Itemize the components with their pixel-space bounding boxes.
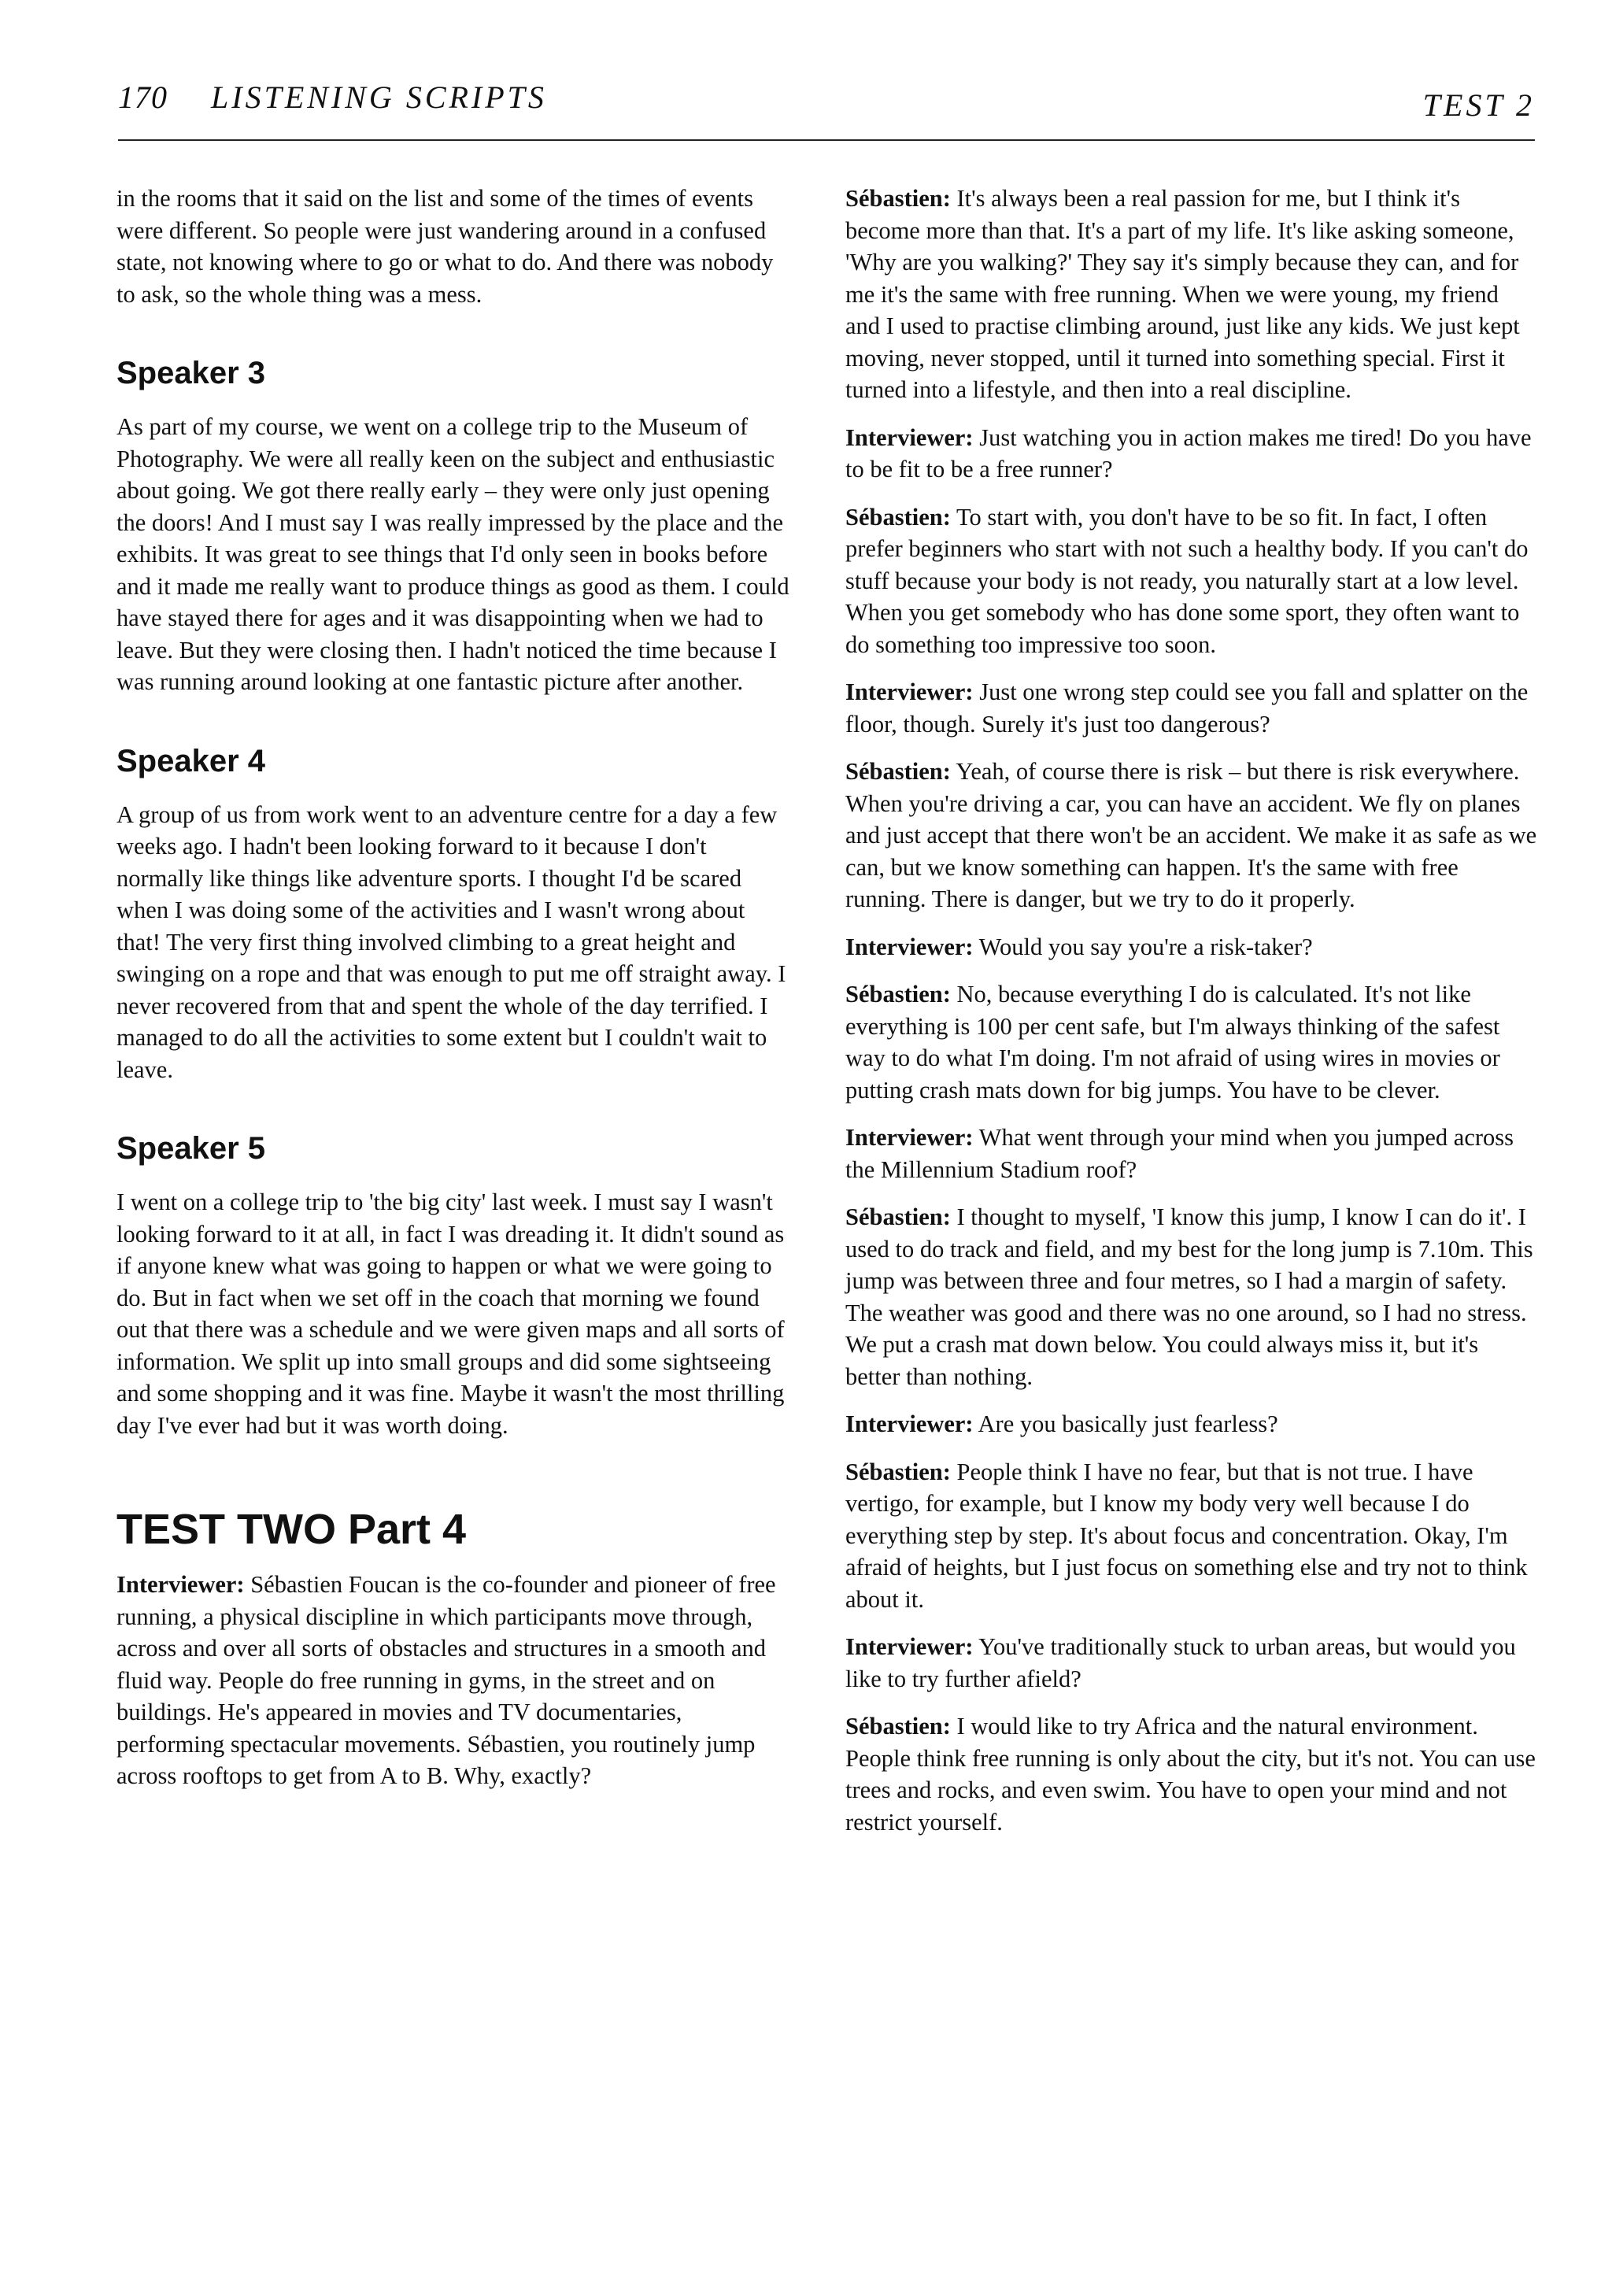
speaker-label: Sébastien: <box>845 1713 951 1740</box>
speaker-3-text: As part of my course, we went on a college trip to the Museum of Photography. We were all really keen on the subject and enthusiastic about going. We got there really early – they were only just opening the doors! And I must say I was really impressed by the place and the exhibits. It was great to see things that I'd only seen in books before and it made me really want to produce things as good as them. I could have stayed there for ages and it was disappointing when we had to leave. But they were closing then. I hadn't noticed the time because I was running around looking at one fantastic picture after another. <box>116 413 789 695</box>
speaker-5-text: I went on a college trip to 'the big city' last week. I must say I wasn't looking forward to it at all, in fact I was dreading it. It didn't sound as if anyone knew what was going to happen or what we were going to do. But in fact when we set off in the coach that morning we found out that there was a schedule and we were given maps and all sorts of information. We split up into small groups and did some sightseeing and some shopping and it was fine. Maybe it wasn't the most thrilling day I've ever had but it was worth doing. <box>116 1189 785 1439</box>
speaker-label: Interviewer: <box>845 423 974 451</box>
turn-text: To start with, you don't have to be so fit. In fact, I often prefer beginners who start with not such a healthy body. If you can't do stuff because your body is not ready, you naturally start at a low level. When you get somebody who has done some sport, they often want to do something too impressive too soon. <box>845 503 1529 658</box>
test-label: TEST 2 <box>1422 87 1535 123</box>
left-column <box>116 183 793 1792</box>
speaker-label: Interviewer: <box>845 1124 974 1151</box>
speaker-4-heading: Speaker 4 <box>116 743 266 778</box>
dialogue-turn <box>845 978 1538 1106</box>
turn-text: Just watching you in action makes me tired! Do you have to be fit to be a free runner? <box>845 423 1532 482</box>
dialogue-turn <box>845 931 1538 963</box>
speaker-label: Interviewer: <box>116 1571 245 1598</box>
speaker-label: Sébastien: <box>845 1203 951 1230</box>
speaker-label: Sébastien: <box>845 758 951 785</box>
speaker-5-heading: Speaker 5 <box>116 1131 266 1166</box>
speaker-label: Interviewer: <box>845 1411 974 1437</box>
dialogue-turn <box>845 1122 1538 1185</box>
turn-text: What went through your mind when you jumped across the Millennium Stadium roof? <box>845 1124 1514 1183</box>
speaker-label: Interviewer: <box>845 933 974 960</box>
turn-text: No, because everything I do is calculated. It's not like everything is 100 per cent safe, but I'm always thinking of the safest way to do what I'm doing. I'm not afraid of using wires in movies or putting crash mats down for big jumps. You have to be clever. <box>845 981 1500 1104</box>
part-4-text: Sébastien Foucan is the co-founder and pioneer of free running, a physical discipline in which participants move through, across and over all sorts of obstacles and structures in a smooth and fluid way. People do free running in gyms, in the street and on buildings. He's appeared in movies and TV documentaries, performing spectacular movements. Sébastien, you routinely jump across rooftops to get from A to B. Why, exactly? <box>116 1571 776 1789</box>
dialogue-turn <box>845 183 1538 406</box>
speaker-label: Sébastien: <box>845 503 951 531</box>
turn-text: It's always been a real passion for me, but I think it's become more than that. It's a part of my life. It's like asking someone, 'Why are you walking?' They say it's simply because they can, and for me it's the same with free running. When we were young, my friend and I used to practise climbing around, just like any kids. We just kept moving, never stopped, until it turned into something special. First it turned into a lifestyle, and then into a real discipline. <box>845 185 1520 403</box>
dialogue-turn <box>845 1631 1538 1695</box>
dialogue-turn <box>845 756 1538 915</box>
dialogue-turn <box>845 1408 1538 1440</box>
turn-text: You've traditionally stuck to urban areas, but would you like to try further afield? <box>845 1633 1516 1692</box>
speaker-label: Interviewer: <box>845 678 974 705</box>
turn-text: Just one wrong step could see you fall and splatter on the floor, though. Surely it's just too dangerous? <box>845 678 1529 738</box>
turn-text: People think I have no fear, but that is not true. I have vertigo, for example, but I know my body very well because I do everything step by step. It's about focus and concentration. Okay, I'm afraid of heights, but I just focus on something else and try not to think about it. <box>845 1458 1528 1613</box>
part-4-heading: TEST TWO Part 4 <box>116 1506 467 1553</box>
dialogue-turn <box>845 676 1538 740</box>
dialogue-turn <box>845 1201 1538 1392</box>
turn-text: Yeah, of course there is risk – but there is risk everywhere. When you're driving a car, you can have an accident. We fly on planes and just accept that there won't be an accident. We make it as safe as we can, but we know something can happen. It's the same with free running. There is danger, but we try to do it properly. <box>845 758 1537 912</box>
page-number: 170 <box>118 79 168 115</box>
speaker-4-text: A group of us from work went to an adventure centre for a day a few weeks ago. I hadn't been looking forward to it because I don't normally like things like adventure sports. I thought I'd be scared when I was doing some of the activities and I wasn't wrong about that! The very first thing involved climbing to a great height and swinging on a rope and that was enough to put me off straight away. I never recovered from that and spent the whole of the day terrified. I managed to do all the activities to some extent but I couldn't wait to leave. <box>116 800 786 1083</box>
speaker-3-heading: Speaker 3 <box>116 356 266 390</box>
dialogue-turn <box>845 1710 1538 1838</box>
part-4-intro <box>116 1569 793 1792</box>
speaker-label: Sébastien: <box>845 1458 951 1485</box>
turn-text: Are you basically just fearless? <box>973 1411 1278 1437</box>
turn-text: Would you say you're a risk-taker? <box>973 933 1313 960</box>
dialogue-turn <box>845 1456 1538 1616</box>
dialogue-turn <box>845 501 1538 661</box>
header-rule <box>118 139 1535 141</box>
turn-text: I thought to myself, 'I know this jump, I know I can do it'. I used to do track and field, and my best for the long jump is 7.10m. This jump was between three and four metres, so I had a margin of safety. The weather was good and there was no one around, so I had no stress. We put a crash mat down below. You could always miss it, but it's better than nothing. <box>845 1203 1533 1390</box>
speaker-label: Sébastien: <box>845 185 951 212</box>
turn-text: I would like to try Africa and the natural environment. People think free running is only about the city, but it's not. You can use trees and rocks, and even swim. You have to open your mind and not restrict yourself. <box>845 1713 1536 1836</box>
page-header <box>118 79 1535 134</box>
speaker-label: Sébastien: <box>845 981 951 1008</box>
right-column <box>845 183 1538 1854</box>
intro-paragraph: in the rooms that it said on the list and some of the times of events were different. So people were just wandering around in a confused state, not knowing where to go or what to do. And there was nobody to ask, so the whole thing was a mess. <box>116 185 774 308</box>
section-title: LISTENING SCRIPTS <box>211 79 547 115</box>
speaker-label: Interviewer: <box>845 1633 974 1660</box>
dialogue-turn <box>845 422 1538 486</box>
